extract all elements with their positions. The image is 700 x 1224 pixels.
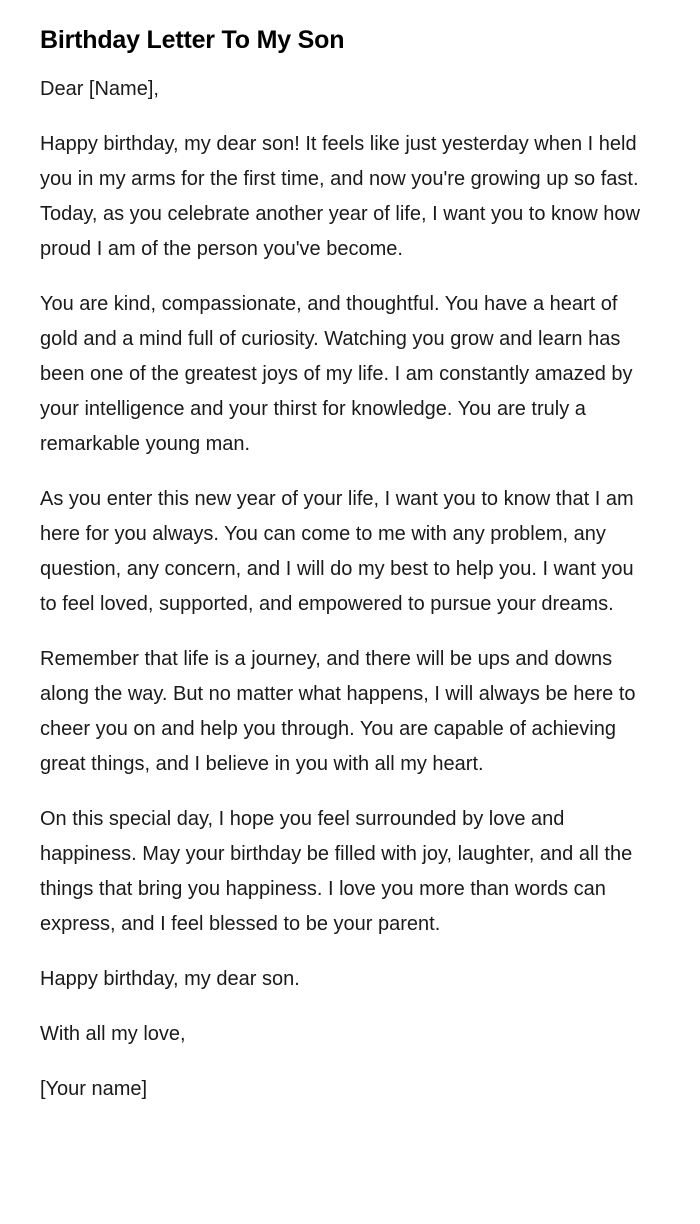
letter-document <box>40 22 642 1127</box>
letter-paragraph-5: On this special day, I hope you feel surrounded by love and happiness. May your birthday be filled with joy, laughter, and all the things that bring you happiness. I love you more than words can express, and I feel blessed to be your parent. <box>40 808 633 935</box>
letter-paragraph-1: Happy birthday, my dear son! It feels like just yesterday when I held you in my arms for the first time, and now you're growing up so fast. Today, as you celebrate another year of life, I want you to know how proud I am of the person you've become. <box>40 133 640 260</box>
letter-paragraph-6: Happy birthday, my dear son. <box>40 968 300 990</box>
letter-paragraph-3: As you enter this new year of your life, I want you to know that I am here for you always. You can come to me with any problem, any question, any concern, and I will do my best to help you. I want you to feel loved, supported, and empowered to pursue your dreams. <box>40 488 634 615</box>
letter-paragraph-2: You are kind, compassionate, and thoughtful. You have a heart of gold and a mind full of curiosity. Watching you grow and learn has been one of the greatest joys of my life. I am constantly amazed by your intelligence and your thirst for knowledge. You are truly a remarkable young man. <box>40 293 633 455</box>
letter-paragraph-4: Remember that life is a journey, and there will be ups and downs along the way. But no matter what happens, I will always be here to cheer you on and help you through. You are capable of achieving great things, and I believe in you with all my heart. <box>40 648 636 775</box>
letter-signature: [Your name] <box>40 1078 148 1100</box>
letter-closing: With all my love, <box>40 1023 186 1045</box>
letter-title: Birthday Letter To My Son <box>40 26 345 54</box>
letter-salutation: Dear [Name], <box>40 78 159 100</box>
